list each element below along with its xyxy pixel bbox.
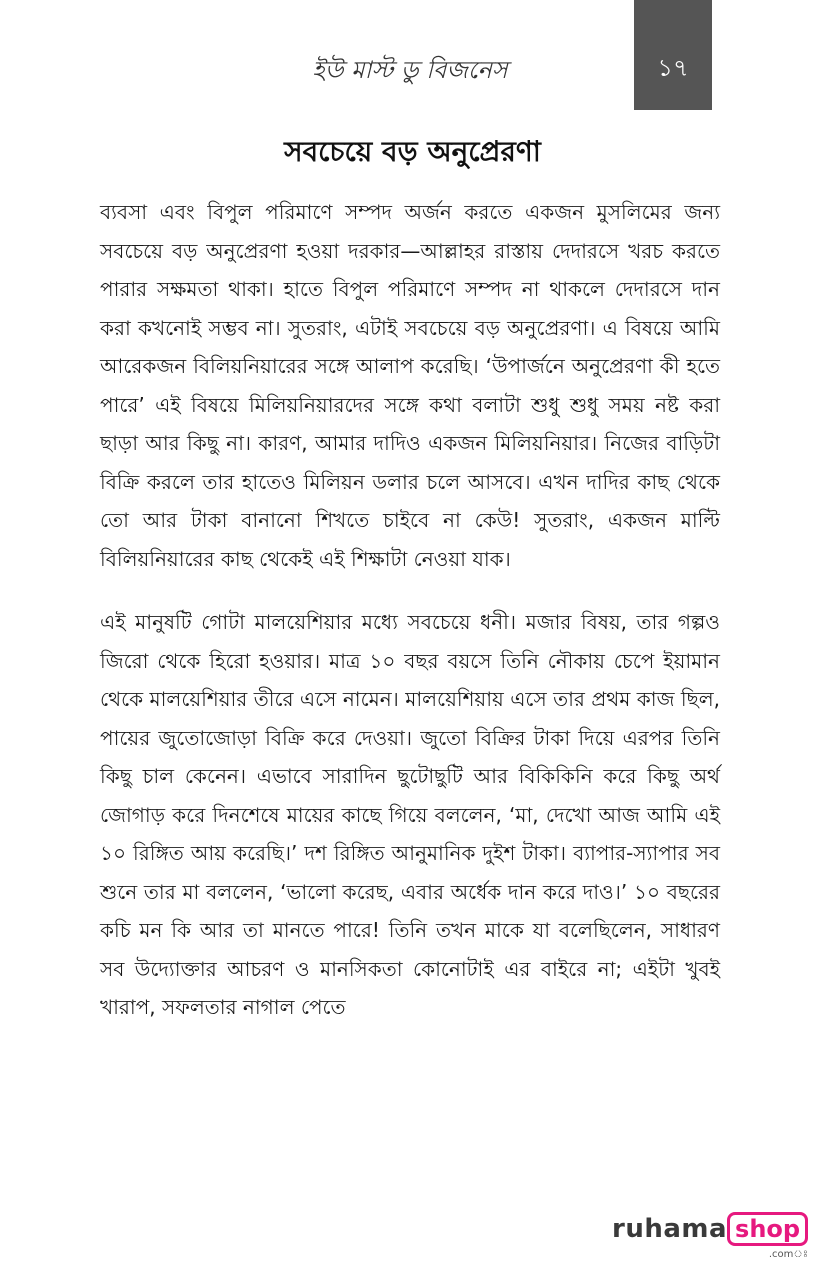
page-number-tab bbox=[634, 0, 712, 110]
paragraph: এই মানুষটি গোটা মালয়েশিয়ার মধ্যে সবচেয়ে ধনী। মজার বিষয়, তার গল্পও জিরো থেকে হিরো হওয়ার। মাত্র ১০ বছর বয়সে তিনি নৌকায় চেপে ইয়ামান থেকে মালয়েশিয়ার তীরে এসে নামেন। মালয়েশিয়ায় এসে তার প্রথম কাজ ছিল, পায়ের জুতোজোড়া বিক্রি করে দেওয়া। জুতো বিক্রির টাকা দিয়ে এরপর তিনি কিছু চাল কেনেন। এভাবে সারাদিন ছুটোছুটি আর বিকিকিনি করে কিছু অর্থ জোগাড় করে দিনশেষে মায়ের কাছে গিয়ে বললেন, ‘মা, দেখো আজ আমি এই ১০ রিঙ্গিত আয় করেছি।’ দশ রিঙ্গিত আনুমানিক দুইশ টাকা। ব্যাপার-স্যাপার সব শুনে তার মা বললেন, ‘ভালো করেছ, এবার অর্ধেক দান করে দাও।’ ১০ বছরের কচি মন কি আর তা মানতে পারে! তিনি তখন মাকে যা বলেছিলেন, সাধারণ সব উদ্যোক্তার আচরণ ও মানসিকতা কোনোটাই এর বাইরে না; এইটা খুবই খারাপ, সফলতার নাগাল পেতে bbox=[100, 610, 720, 1019]
logo-shop-block bbox=[727, 1212, 808, 1264]
chapter-title: সবচেয়ে বড় অনুপ্রেরণা bbox=[284, 135, 541, 168]
logo-text-ruhama: ruhama bbox=[612, 1214, 728, 1244]
paragraph: ব্যবসা এবং বিপুল পরিমাণে সম্পদ অর্জন করতে একজন মুসলিমের জন্য সবচেয়ে বড় অনুপ্রেরণা হওয়া দরকার—আল্লাহর রাস্তায় দেদারসে খরচ করতে পারার সক্ষমতা থাকা। হাতে বিপুল পরিমাণে সম্পদ না থাকলে দেদারসে দান করা কখনোই সম্ভব না। সুতরাং, এটাই সবচেয়ে বড় অনুপ্রেরণা। এ বিষয়ে আমি আরেকজন বিলিয়নিয়ারের সঙ্গে আলাপ করেছি। ‘উপার্জনে অনুপ্রেরণা কী হতে পারে’ এই বিষয়ে মিলিয়নিয়ারদের সঙ্গে কথা বলাটা শুধু শুধু সময় নষ্ট করা ছাড়া আর কিছু না। কারণ, আমার দাদিও একজন মিলিয়নিয়ার। নিজের বাড়িটা বিক্রি করলে তার হাতেও মিলিয়ন ডলার চলে আসবে। এখন দাদির কাছ থেকে তো আর টাকা বানানো শিখতে চাইবে না কেউ! সুতরাং, একজন মাল্টি বিলিয়নিয়ারের কাছ থেকেই এই শিক্ষাটা নেওয়া যাক। bbox=[100, 200, 720, 571]
logo-domain: .comঃ bbox=[768, 1249, 809, 1260]
running-title: ইউ মাস্ট ডু বিজনেস bbox=[312, 56, 508, 84]
ruhamashop-logo bbox=[612, 1212, 808, 1264]
body-text bbox=[100, 193, 720, 1052]
page-number: ১৭ bbox=[657, 54, 689, 82]
logo-text-shop: shop bbox=[727, 1212, 808, 1246]
